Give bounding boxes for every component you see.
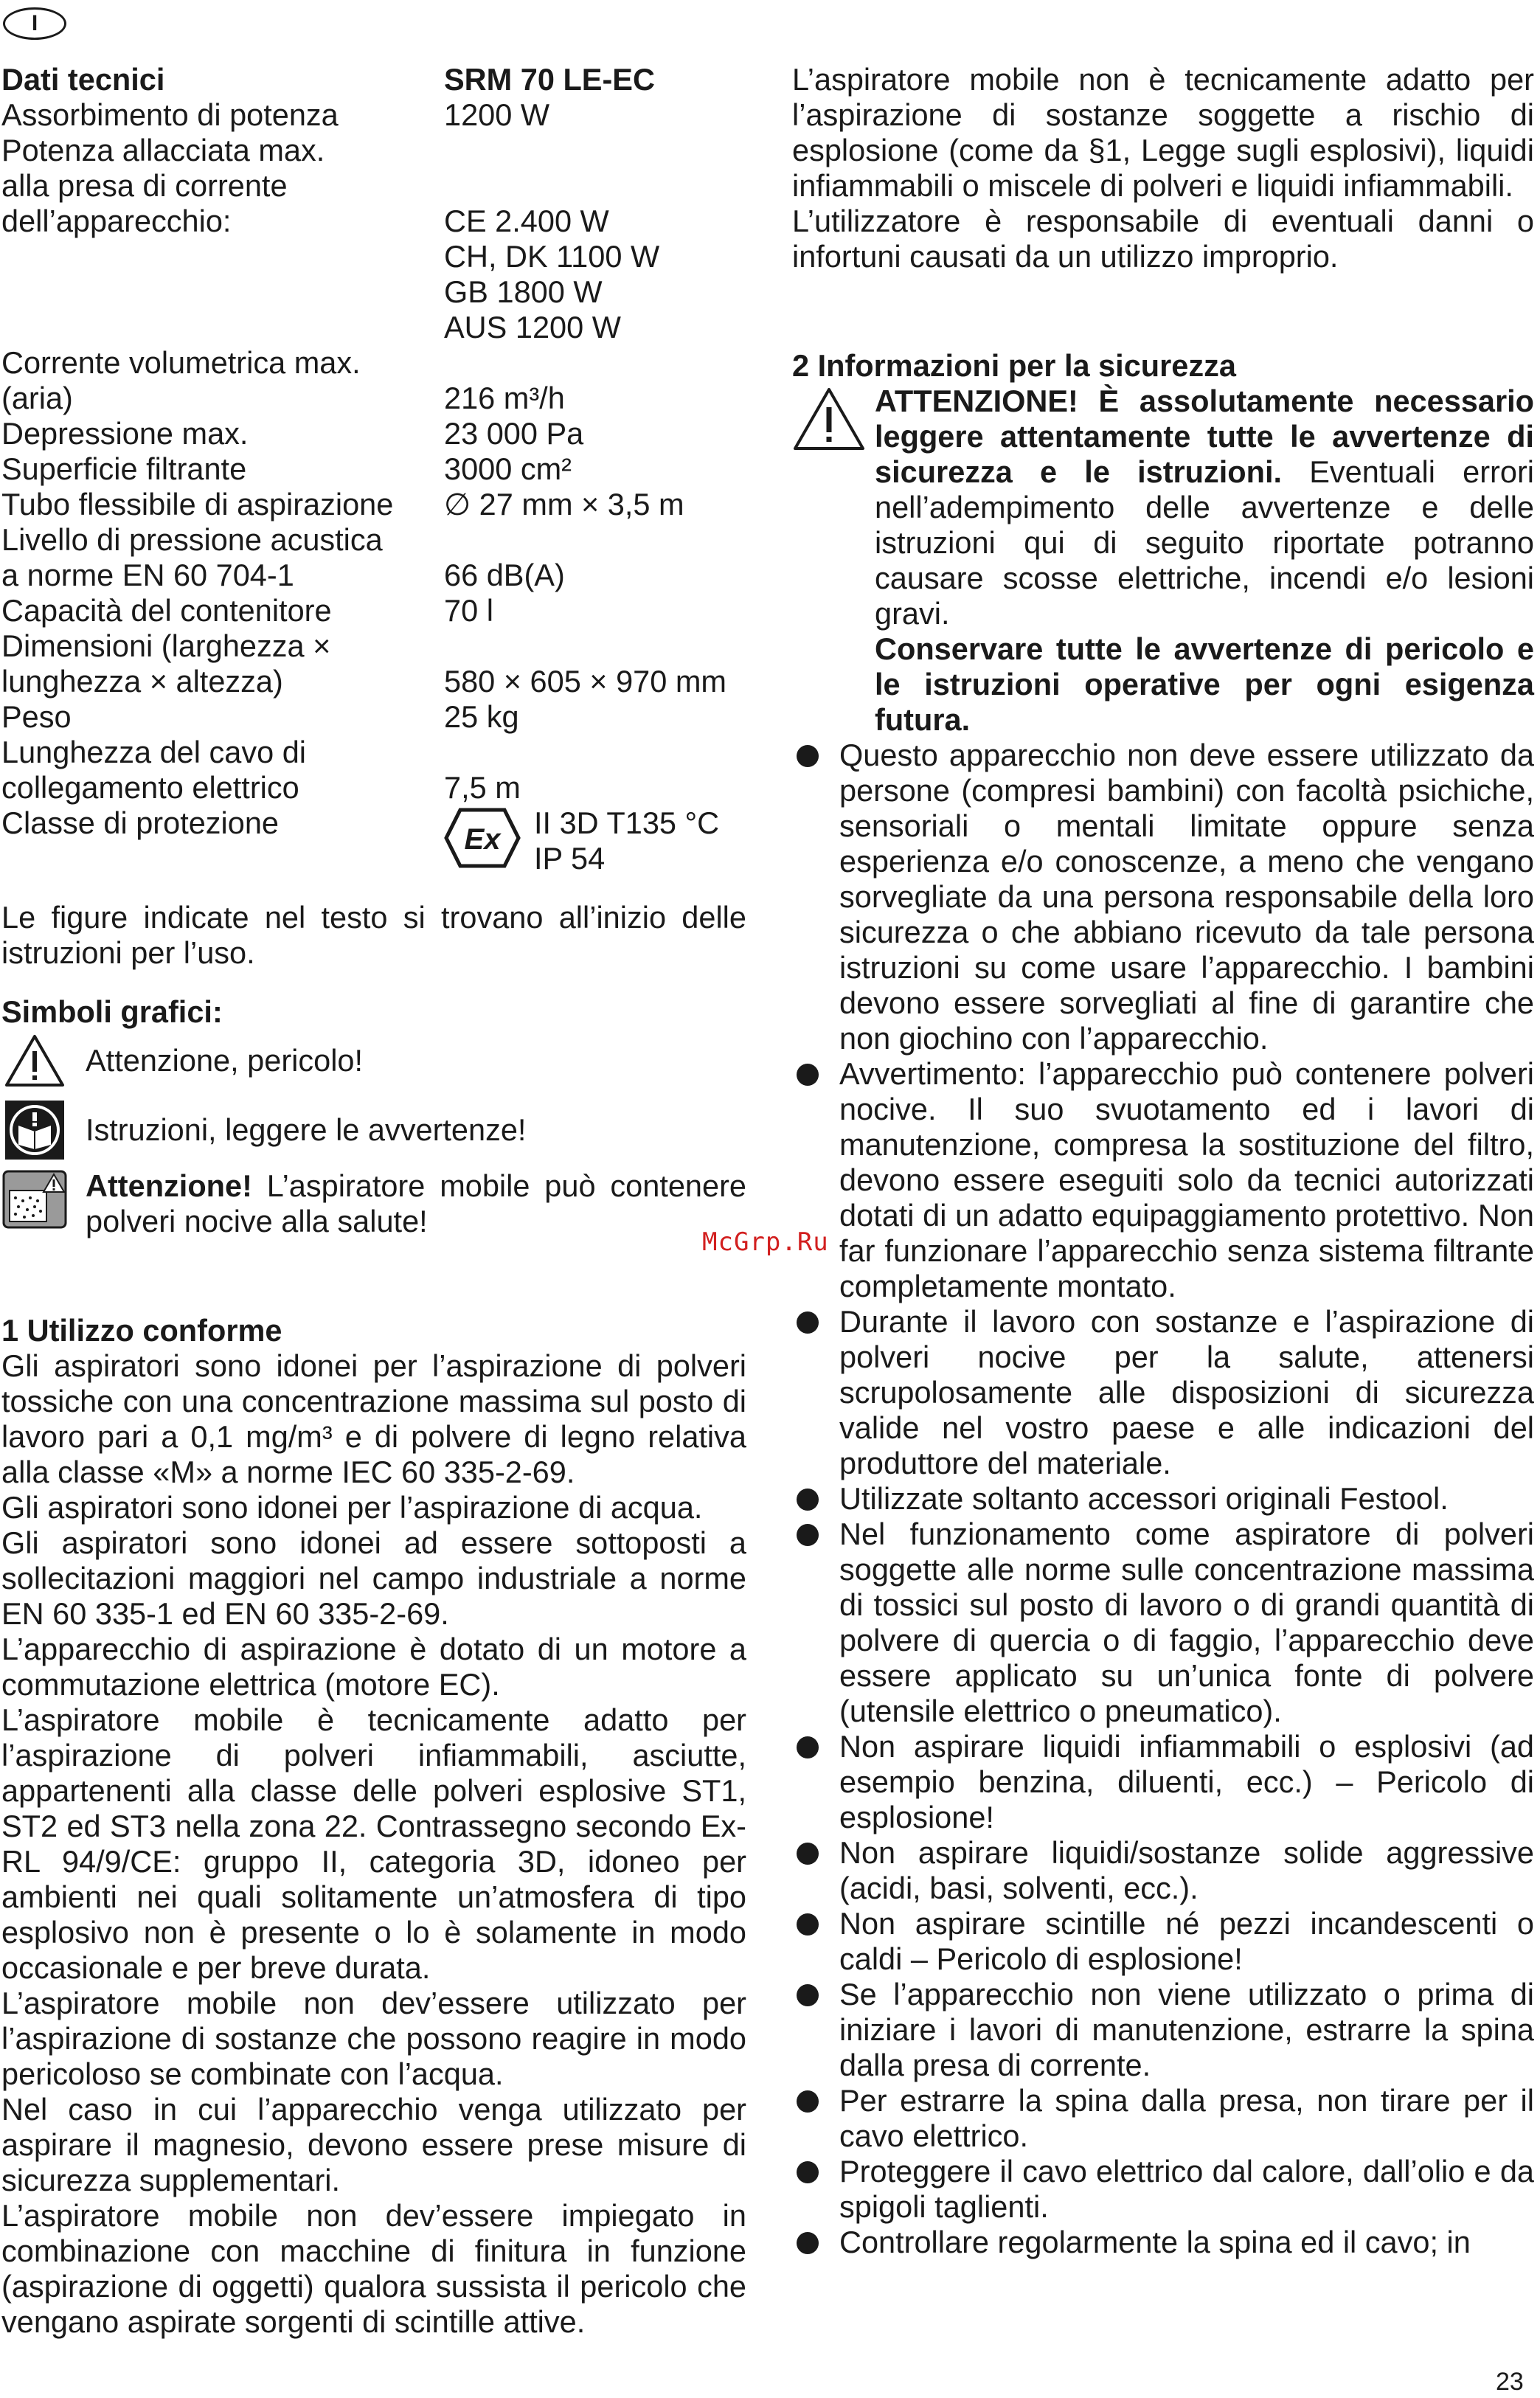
safety-bullet-item <box>792 2083 1534 2154</box>
safety-bullet-text: Proteggere il cavo elettrico dal calore, dall’olio e da spigoli taglienti. <box>839 2154 1534 2224</box>
spec-row <box>1 593 746 628</box>
spec-label-line: Dimensioni (larghezza × <box>1 628 331 663</box>
spec-value <box>444 345 746 416</box>
spec-value-line: 3000 cm² <box>444 451 572 486</box>
spec-label-line: a norme EN 60 704-1 <box>1 558 294 592</box>
spec-value-line: GB 1800 W <box>444 274 603 309</box>
language-badge: I <box>3 7 66 40</box>
spec-value <box>444 97 746 133</box>
safety-bullet-item <box>792 2225 1534 2260</box>
section-1-paragraph: L’aspiratore mobile non dev’essere impiegato in combinazione con macchine di finitura in funzione (aspirazione di oggetti) qualora sussista il pericolo che vengano aspirate sorgenti di scintille attive. <box>1 2198 746 2339</box>
spec-row <box>1 735 746 805</box>
safety-bullet-list <box>792 738 1534 2260</box>
spec-label-line: alla presa di corrente <box>1 168 288 203</box>
safety-warning-text <box>875 384 1534 738</box>
left-column <box>1 62 746 2340</box>
protection-ip: IP 54 <box>534 841 606 876</box>
spec-value <box>444 735 746 805</box>
spec-label <box>1 699 444 735</box>
spec-label-line: Depressione max. <box>1 416 249 451</box>
bullet-dot-icon <box>797 1311 819 1334</box>
section-1-continued: L’aspiratore mobile non è tecnicamente adatto per l’aspirazione di sostanze soggette a rischio di esplosione (come da §1, Legge sugli esplosivi), liquidi infiammabili o miscele di polveri e liquidi infiammabili. <box>792 62 1534 203</box>
symbol-manual <box>1 1099 746 1161</box>
spec-label <box>1 97 444 133</box>
spec-model: SRM 70 LE-EC <box>444 62 655 97</box>
safety-bullet-text: Avvertimento: l’apparecchio può contenere polveri nocive. Il suo svuotamento ed i lavori di manutenzione, compresa la sostituzione del filtro, devono essere eseguiti solo da tecnici autorizzati dotati di un adatto equipaggiamento protettivo. Non far funzionare l’apparecchio senza sistema filtrante completamente montato. <box>839 1056 1534 1303</box>
section-1-paragraph: L’apparecchio di aspirazione è dotato di un motore a commutazione elettrica (motore EC). <box>1 1632 746 1702</box>
safety-bullet-text: Questo apparecchio non deve essere utilizzato da persone (compresi bambini) con facoltà psichiche, sensoriali o mentali limitate oppure senza esperienza e/o conoscenze, a meno che vengano sorvegliate da una persona responsabile della loro sicurezza o che abbiano ricevuto da tale persona istruzioni su come usare l’apparecchio. I bambini devono essere sorvegliati al fine di garantire che non giochino con l’apparecchio. <box>839 738 1534 1056</box>
dust-attention: Attenzione! <box>86 1168 252 1203</box>
warning-rest: Eventuali errori nell’adempimento delle avvertenze e delle istruzioni qui di seguito riportate potranno causare scosse elettriche, incendi e/o lesioni gravi. <box>875 454 1534 631</box>
safety-bullet-text: Se l’apparecchio non viene utilizzato o prima di iniziare i lavori di manutenzione, estrarre la spina dalla presa di corrente. <box>839 1977 1534 2082</box>
spec-value-line <box>444 628 746 664</box>
section-1-body <box>1 1348 746 2340</box>
spec-label <box>1 735 444 805</box>
spec-value-line: 70 l <box>444 593 493 628</box>
spec-label <box>1 416 444 451</box>
symbols-title: Simboli grafici: <box>1 994 223 1029</box>
spec-label-line: Peso <box>1 699 72 734</box>
safety-bullet-item <box>792 1517 1534 1729</box>
symbol-warning <box>1 1030 746 1092</box>
bullet-dot-icon <box>797 1984 819 2006</box>
ex-hexagon-icon <box>444 807 521 869</box>
spec-label <box>1 593 444 628</box>
symbol-manual-text: Istruzioni, leggere le avvertenze! <box>86 1112 527 1147</box>
keep-instructions: Conservare tutte le avvertenze di pericolo e le istruzioni operative per ogni esigenza futura. <box>875 631 1534 737</box>
spec-row <box>1 522 746 593</box>
safety-bullet-item <box>792 1481 1534 1517</box>
bullet-dot-icon <box>797 2090 819 2113</box>
spec-row <box>1 345 746 416</box>
spec-value <box>444 416 746 451</box>
spec-label-line: Potenza allacciata max. <box>1 133 325 167</box>
safety-bullet-item <box>792 1977 1534 2083</box>
section-1-paragraph: Gli aspiratori sono idonei ad essere sottoposti a sollecitazioni maggiori nel campo industriale a norme EN 60 335-1 ed EN 60 335-2-69. <box>1 1525 746 1631</box>
section-1-continued: L’utilizzatore è responsabile di eventuali danni o infortuni causati da un utilizzo improprio. <box>792 204 1534 274</box>
spec-value-line: 580 × 605 × 970 mm <box>444 664 726 699</box>
bullet-dot-icon <box>797 1064 819 1086</box>
spec-value-line: 66 dB(A) <box>444 558 565 592</box>
spec-label-line: Livello di pressione acustica <box>1 522 383 557</box>
section-1-paragraph: L’aspiratore mobile è tecnicamente adatto per l’aspirazione di polveri infiammabili, asciutte, appartenenti alla classe delle polveri esplosive ST1, ST2 ed ST3 nella zona 22. Contrassegno secondo Ex-RL 94/9/CE: gruppo II, categoria 3D, idoneo per ambienti nei quali solitamente un’atmosfera di tipo esplosivo non è presente o lo è solamente in modo occasionale e per breve durata. <box>1 1702 746 1985</box>
section-2-title: 2 Informazioni per la sicurezza <box>792 348 1236 383</box>
warning-bold: ATTENZIONE! È assolutamente necessario leggere attentamente tutte le avvertenze di sicurezza e le istruzioni. <box>875 384 1534 489</box>
spec-row <box>1 699 746 735</box>
spec-value-line <box>444 168 746 204</box>
section-1-paragraph: Gli aspiratori sono idonei per l’aspirazione di polveri tossiche con una concentrazione massima sul posto di lavoro pari a 0,1 mg/m³ e di polvere di legno relativa alla classe «M» a norme IEC 60 335-2-69. <box>1 1348 746 1489</box>
spec-value-line: ∅ 27 mm × 3,5 m <box>444 487 684 521</box>
spec-value <box>444 487 746 522</box>
spec-value-line: 25 kg <box>444 699 519 734</box>
spec-row <box>1 97 746 133</box>
spec-value <box>444 593 746 628</box>
spec-label <box>1 522 444 593</box>
safety-bullet-item <box>792 1906 1534 1977</box>
section-1-title: 1 Utilizzo conforme <box>1 1313 282 1348</box>
spec-value-line: 23 000 Pa <box>444 416 584 451</box>
harmful-dust-icon <box>1 1168 68 1230</box>
section-1-paragraph: L’aspiratore mobile non dev’essere utilizzato per l’aspirazione di sostanze che possono reagire in modo pericoloso se combinate con l’acqua. <box>1 1986 746 2091</box>
spec-label-line: Corrente volumetrica max. <box>1 345 361 380</box>
spec-value-line <box>444 522 746 558</box>
spec-row <box>1 451 746 487</box>
bullet-dot-icon <box>797 1913 819 1936</box>
spec-label-line: Capacità del contenitore <box>1 593 332 628</box>
spec-label <box>1 628 444 699</box>
safety-bullet-item <box>792 1835 1534 1906</box>
spec-row-protection <box>1 805 746 876</box>
spec-value-line <box>444 133 746 168</box>
spec-value <box>444 522 746 593</box>
spec-label: Classe di protezione <box>1 805 280 840</box>
spec-value-line: CE 2.400 W <box>444 204 609 238</box>
spec-label <box>1 487 444 522</box>
spec-value <box>444 628 746 699</box>
spec-row <box>1 487 746 522</box>
warning-triangle-icon <box>1 1030 68 1092</box>
spec-value-line <box>444 735 746 770</box>
spec-value-line: AUS 1200 W <box>444 310 621 344</box>
spec-label <box>1 133 444 345</box>
safety-bullet-text: Non aspirare liquidi/sostanze solide aggressive (acidi, basi, solventi, ecc.). <box>839 1835 1534 1905</box>
spec-header <box>1 62 746 97</box>
safety-bullet-text: Utilizzate soltanto accessori originali Festool. <box>839 1481 1449 1516</box>
bullet-dot-icon <box>797 1736 819 1758</box>
read-manual-icon <box>1 1099 68 1161</box>
bullet-dot-icon <box>797 1843 819 1865</box>
spec-value-line: CH, DK 1100 W <box>444 239 660 274</box>
spec-label-line: Superficie filtrante <box>1 451 247 486</box>
page-number: 23 <box>1496 2368 1524 2396</box>
spec-label <box>1 451 444 487</box>
ex-protection <box>444 805 746 876</box>
spec-value-line <box>444 345 746 381</box>
section-1-paragraph: Gli aspiratori sono idonei per l’aspirazione di acqua. <box>1 1490 703 1525</box>
spec-row <box>1 628 746 699</box>
safety-bullet-text: Durante il lavoro con sostanze e l’aspirazione di polveri nocive per la salute, attenersi scrupolosamente alle disposizioni di sicurezza valide nel vostro paese e alle indicazioni del produttore del materiale. <box>839 1304 1534 1480</box>
spec-label-line: (aria) <box>1 381 73 415</box>
spec-value <box>444 805 746 876</box>
bullet-dot-icon <box>797 1489 819 1511</box>
watermark: McGrp.Ru <box>702 1227 829 1257</box>
spec-row <box>1 416 746 451</box>
spec-value <box>444 451 746 487</box>
safety-bullet-text: Non aspirare liquidi infiammabili o esplosivi (ad esempio benzina, diluenti, ecc.) – Pericolo di esplosione! <box>839 1729 1534 1834</box>
spec-label-line: Tubo flessibile di aspirazione <box>1 487 394 521</box>
safety-bullet-item <box>792 738 1534 1056</box>
bullet-dot-icon <box>797 1524 819 1546</box>
safety-warning <box>792 384 1534 738</box>
symbol-dust-text <box>86 1168 746 1239</box>
spec-row <box>1 133 746 345</box>
safety-bullet-item <box>792 1056 1534 1304</box>
spec-label-line: Assorbimento di potenza <box>1 97 339 132</box>
technical-data-table <box>1 62 746 876</box>
spec-label-line: lunghezza × altezza) <box>1 664 283 699</box>
safety-bullet-text: Controllare regolarmente la spina ed il cavo; in <box>839 2225 1471 2259</box>
safety-bullet-text: Per estrarre la spina dalla presa, non tirare per il cavo elettrico. <box>839 2083 1534 2153</box>
safety-bullet-item <box>792 2154 1534 2225</box>
spec-title: Dati tecnici <box>1 62 165 97</box>
spec-label-line: dell’apparecchio: <box>1 204 232 238</box>
spec-label <box>1 345 444 416</box>
spec-value <box>444 133 746 345</box>
symbol-warning-text: Attenzione, pericolo! <box>86 1043 364 1078</box>
dust-text: L’aspiratore mobile può contenere polveri nocive alla salute! <box>86 1168 746 1238</box>
spec-label-line: collegamento elettrico <box>1 770 299 805</box>
bullet-dot-icon <box>797 2161 819 2183</box>
spec-value-line: 7,5 m <box>444 770 521 805</box>
bullet-dot-icon <box>797 745 819 767</box>
protection-values <box>534 805 719 876</box>
figures-note: Le figure indicate nel testo si trovano all’inizio delle istruzioni per l’uso. <box>1 900 746 970</box>
ex-symbol-text: Ex <box>464 823 501 856</box>
bullet-dot-icon <box>797 2232 819 2254</box>
symbol-dust <box>1 1168 746 1239</box>
spec-label-line: Lunghezza del cavo di <box>1 735 306 769</box>
warning-paragraph <box>875 384 1534 631</box>
protection-class: II 3D T135 °C <box>534 805 720 840</box>
spec-value <box>444 699 746 735</box>
safety-bullet-item <box>792 1729 1534 1835</box>
right-column <box>792 62 1534 2260</box>
spec-value-line: 216 m³/h <box>444 381 565 415</box>
safety-bullet-text: Non aspirare scintille né pezzi incandescenti o caldi – Pericolo di esplosione! <box>839 1906 1534 1976</box>
spec-value-line: 1200 W <box>444 97 550 132</box>
section-1-paragraph: Nel caso in cui l’apparecchio venga utilizzato per aspirare il magnesio, devono essere prese misure di sicurezza supplementari. <box>1 2092 746 2197</box>
safety-bullet-text: Nel funzionamento come aspiratore di polveri soggette alle norme sulle concentrazione massima di tossici sul posto di lavoro o di grandi quantità di polvere di quercia o di faggio, l’apparecchio deve essere applicato su un’unica fonte di polvere (utensile elettrico o pneumatico). <box>839 1517 1534 1728</box>
spec-rows <box>1 97 746 805</box>
warning-triangle-icon <box>792 387 866 451</box>
safety-bullet-item <box>792 1304 1534 1481</box>
